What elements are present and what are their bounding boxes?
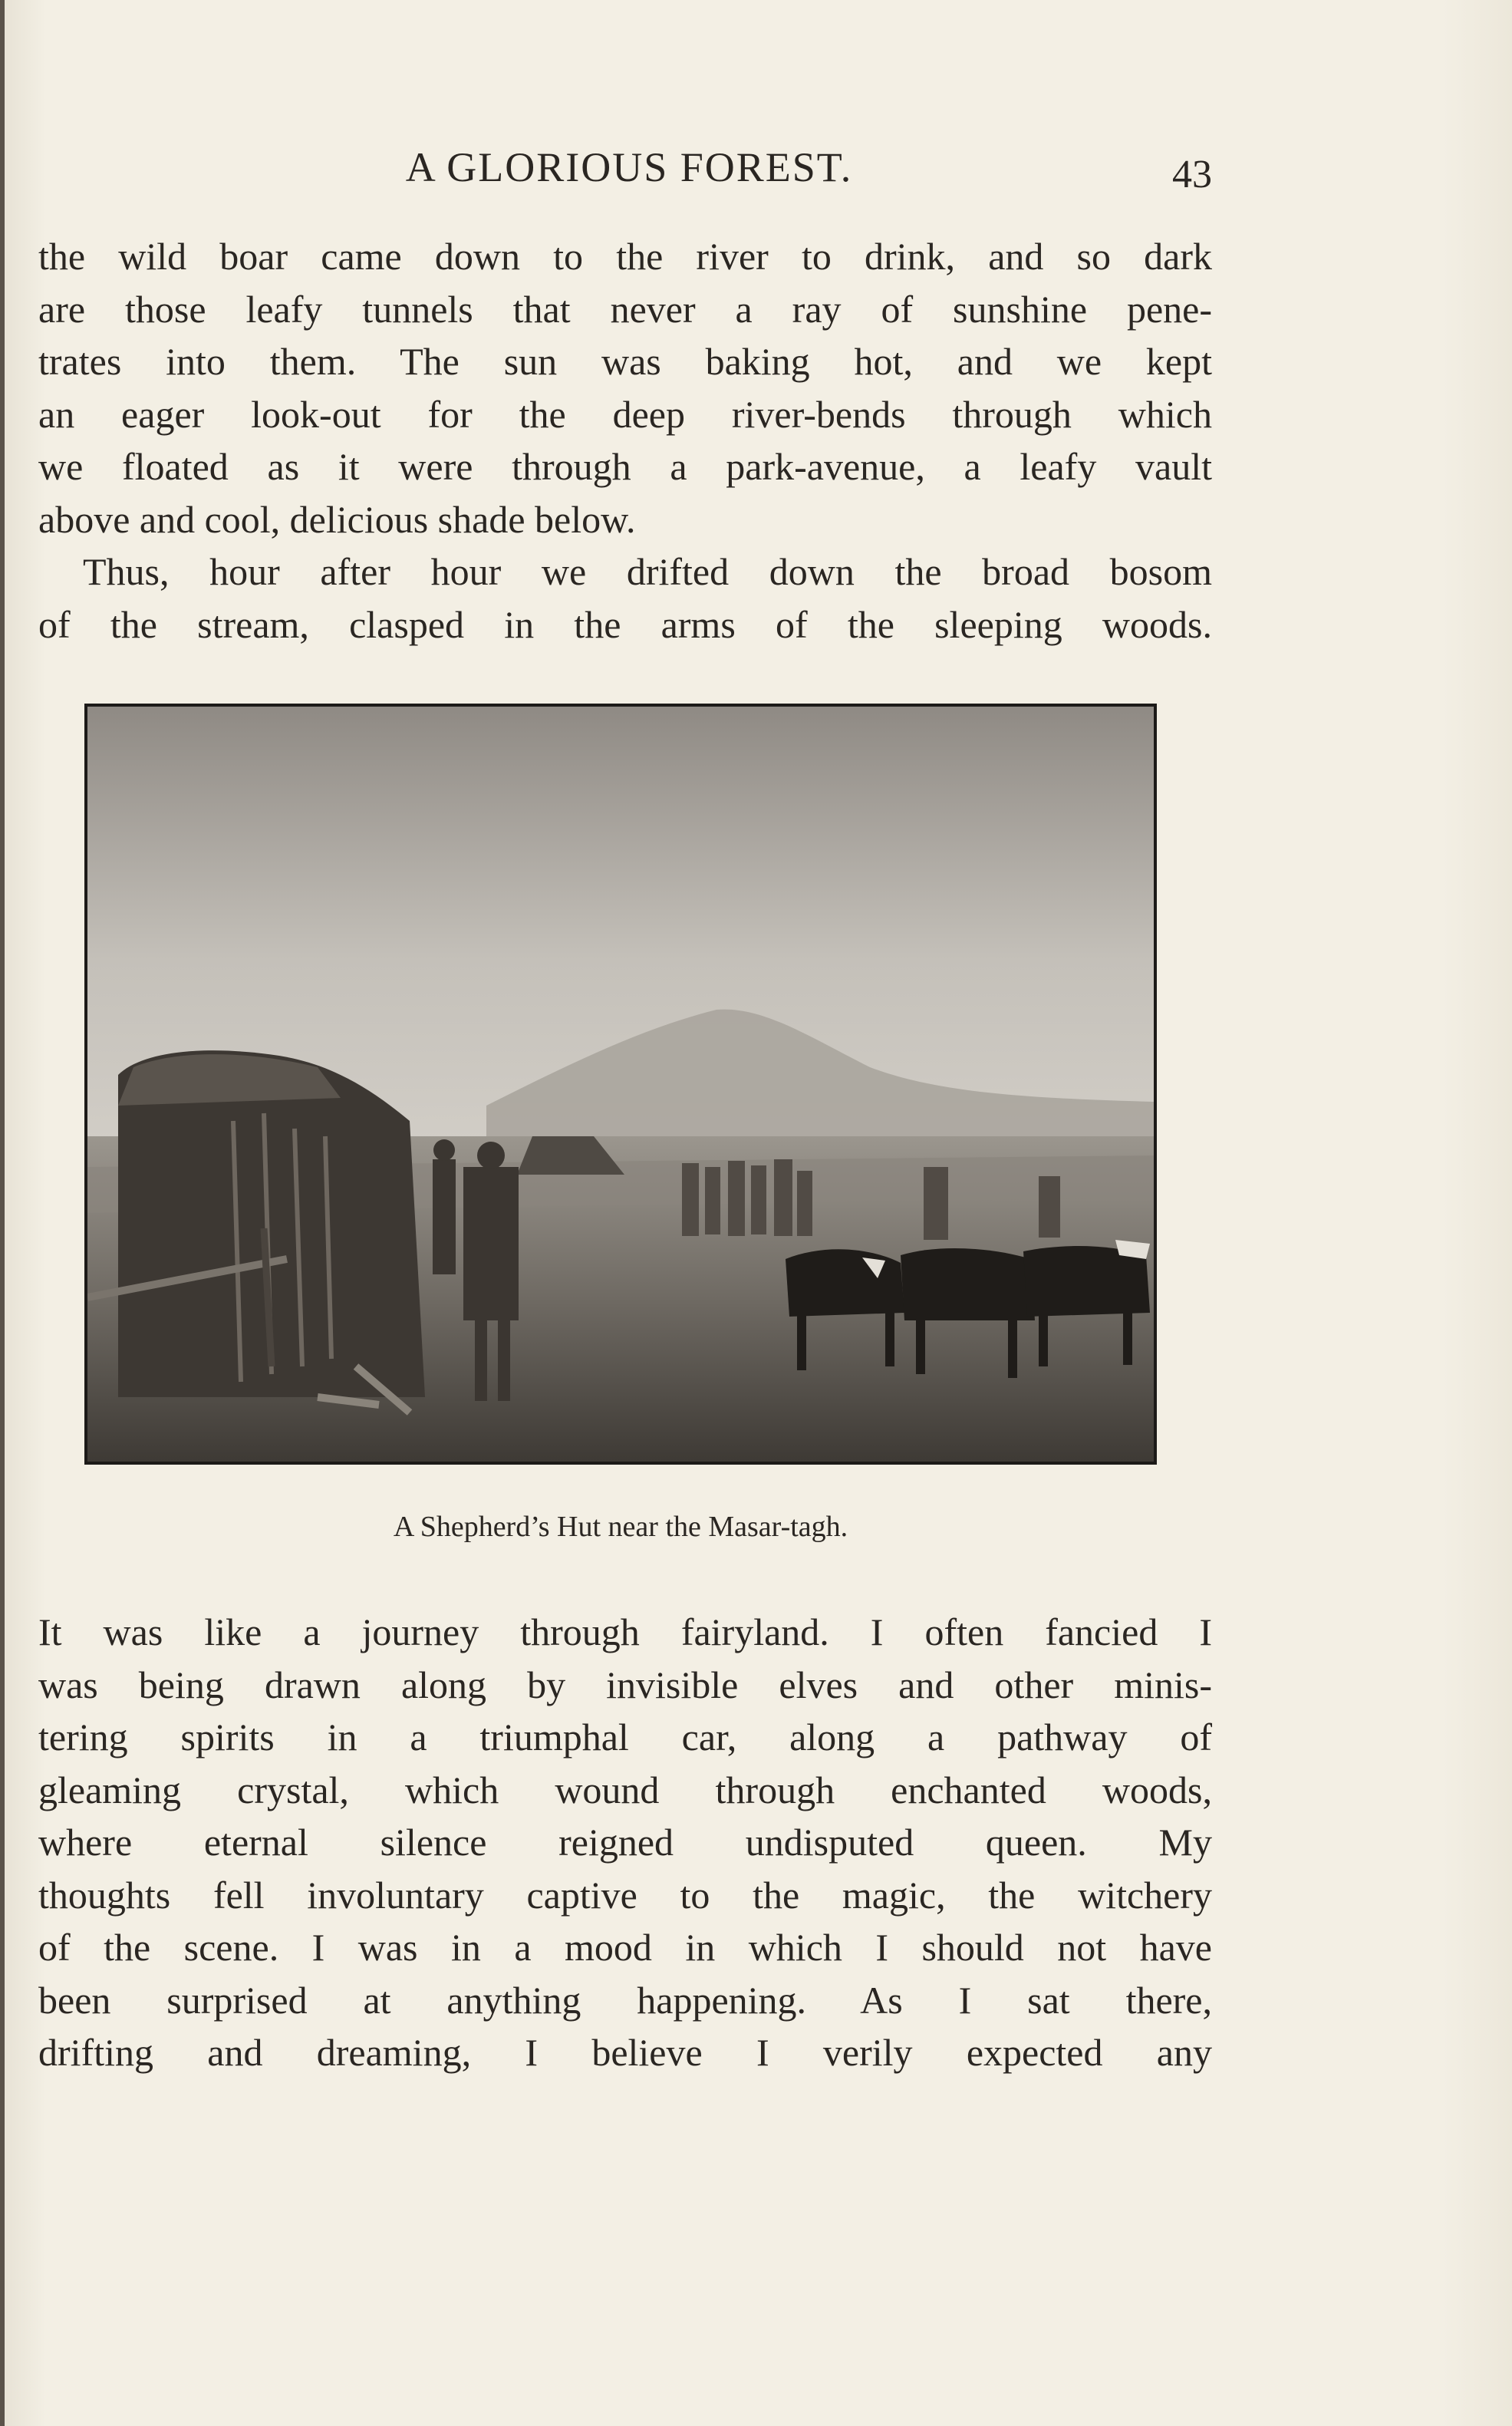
text-line: above and cool, delicious shade below. — [38, 497, 636, 541]
photograph-plate — [84, 704, 1157, 1465]
text-line: tering spirits in a triumphal car, along a pathway of — [38, 1716, 1212, 1759]
text-line: drifting and dreaming, I believe I verily expected any — [38, 2031, 1212, 2074]
text-line: of the stream, clasped in the arms of the sleeping woods. — [38, 602, 1212, 646]
photograph-shepherds-hut — [87, 707, 1154, 1462]
text-line: Thus, hour after hour we drifted down the broad bosom — [83, 550, 1212, 593]
text-line: trates into them. The sun was baking hot, and we kept — [38, 340, 1212, 383]
text-line: where eternal silence reigned undisputed queen. My — [38, 1821, 1212, 1864]
binding-edge — [0, 0, 5, 2426]
text-line: of the scene. I was in a mood in which I should not have — [38, 1926, 1212, 1969]
paragraph-block-bottom — [38, 1606, 1212, 2079]
text-line: gleaming crystal, which wound through enchanted woods, — [38, 1768, 1212, 1811]
text-line: It was like a journey through fairyland. I often fancied I — [38, 1610, 1212, 1653]
text-line: are those leafy tunnels that never a ray of sunshine pene- — [38, 287, 1212, 331]
text-line: thoughts fell involuntary captive to the magic, the witchery — [38, 1873, 1212, 1917]
text-line: we floated as it were through a park-avenue, a leafy vault — [38, 445, 1212, 488]
figure-caption: A Shepherd’s Hut near the Masar-tagh. — [393, 1511, 848, 1543]
running-title: A GLORIOUS FOREST. — [405, 144, 853, 190]
text-line: been surprised at anything happening. As I sat there, — [38, 1978, 1212, 2022]
page-number: 43 — [1172, 153, 1212, 196]
paragraph-block-top — [38, 230, 1212, 651]
text-line: the wild boar came down to the river to drink, and so dark — [38, 235, 1212, 278]
text-line: an eager look-out for the deep river-bends through which — [38, 392, 1212, 436]
text-line: was being drawn along by invisible elves and other minis- — [38, 1663, 1212, 1706]
